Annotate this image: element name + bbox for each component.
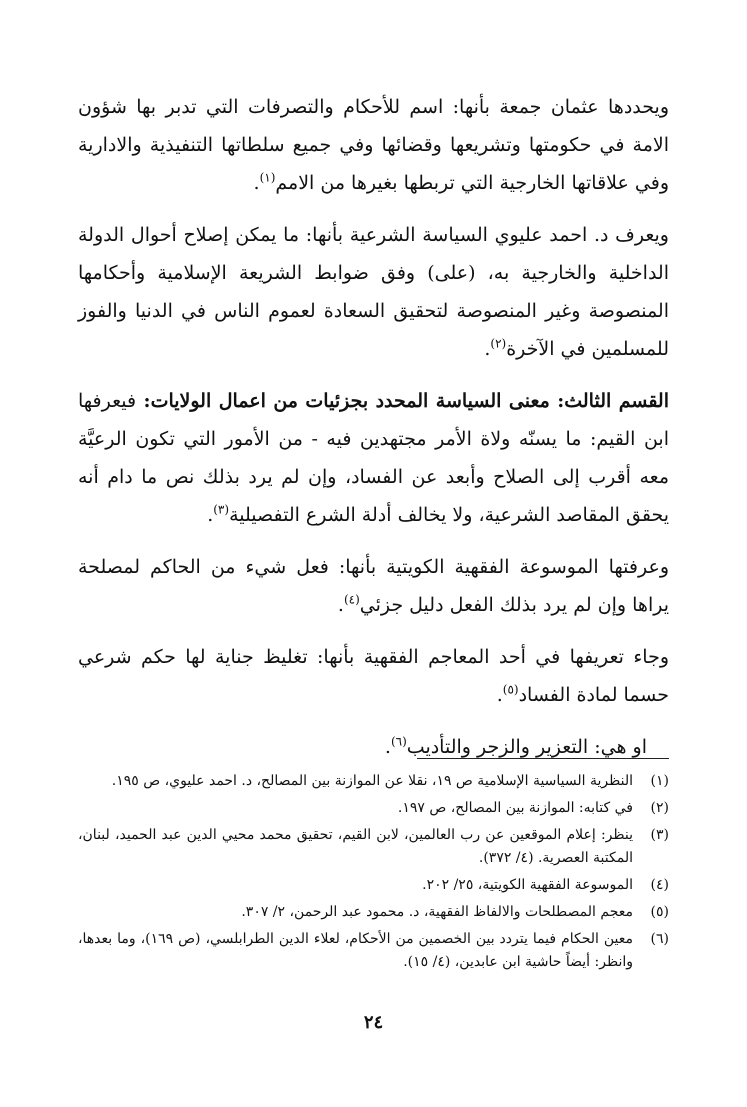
footnote-ref: (١) <box>259 170 276 185</box>
paragraph-end: . <box>496 684 503 706</box>
paragraph <box>78 638 669 714</box>
paragraph <box>78 728 669 766</box>
paragraph-text: او هي: التعزير والزجر والتأديب <box>406 736 647 758</box>
footnote-separator <box>417 758 669 759</box>
footnote-number: (٥) <box>650 904 669 920</box>
main-text <box>78 88 669 780</box>
footnote <box>78 928 669 974</box>
paragraph-text: وجاء تعريفها في أحد المعاجم الفقهية بأنها: تغليظ جناية لها حكم شرعي حسما لمادة الفساد <box>78 646 669 706</box>
footnote-text: ينظر: إعلام الموقعين عن رب العالمين، لابن القيم، تحقيق محمد محيي الدين عبد الحميد، لبنان، المكتبة العصرية. (٤/ ٣٧٢). <box>78 827 633 866</box>
paragraph-text: ويعرف د. احمد عليوي السياسة الشرعية بأنها: ما يمكن إصلاح أحوال الدولة الداخلية والخارجية به، (على) وفق ضوابط الشريعة الإسلامية وأحكامها المنصوصة وغير المنصوصة لتحقيق السعادة لعموم الناس في الدنيا والفوز للمسلمين في الآخرة <box>78 224 669 360</box>
footnote-number: (٢) <box>650 800 669 816</box>
footnote-number: (٤) <box>650 877 669 893</box>
footnote-text: في كتابه: الموازنة بين المصالح، ص ١٩٧. <box>397 800 633 816</box>
paragraph <box>78 88 669 202</box>
footnote-text: الموسوعة الفقهية الكويتية، ٢٥/ ٢٠٢. <box>422 877 633 893</box>
paragraph-end: . <box>253 172 260 194</box>
footnote-ref: (٤) <box>343 592 360 607</box>
footnotes <box>78 770 669 978</box>
paragraph-end: . <box>337 594 344 616</box>
footnote <box>78 901 669 924</box>
footnote <box>78 824 669 870</box>
footnote-text: النظرية السياسية الإسلامية ص ١٩، نقلا عن الموازنة بين المصالح، د. احمد عليوي، ص ١٩٥. <box>111 773 633 789</box>
paragraph <box>78 216 669 368</box>
footnote <box>78 770 669 793</box>
paragraph-end: . <box>484 338 491 360</box>
footnote-ref: (٦) <box>390 734 407 749</box>
footnote-number: (٦) <box>650 931 669 947</box>
section-heading: القسم الثالث: معنى السياسة المحدد بجزئيات من اعمال الولايات: <box>136 390 669 412</box>
page-number: ٢٤ <box>363 1012 384 1033</box>
paragraph-end: . <box>207 504 214 526</box>
paragraph-text: ويحددها عثمان جمعة بأنها: اسم للأحكام والتصرفات التي تدبر بها شؤون الامة في حكومتها وتشريعها وقضائها وفي جميع سلطاتها التنفيذية والادارية وفي علاقاتها الخارجية التي تربطها بغيرها من الامم <box>78 96 669 194</box>
footnote-number: (١) <box>650 773 669 789</box>
paragraph-end: . <box>384 736 391 758</box>
paragraph <box>78 548 669 624</box>
paragraph <box>78 382 669 534</box>
footnote-ref: (٢) <box>490 336 507 351</box>
footnote-text: معين الحكام فيما يتردد بين الخصمين من الأحكام، لعلاء الدين الطرابلسي، (ص ١٦٩)، وما بعدها، وانظر: أيضاً حاشية ابن عابدين، (٤/ ١٥). <box>78 931 634 970</box>
footnote <box>78 874 669 897</box>
paragraph-text: فيعرفها ابن القيم: ما يسنّه ولاة الأمر مجتهدين فيه - من الأمور التي تكون الرعيَّة معه أقرب إلى الصلاح وأبعد عن الفساد، وإن لم يرد بذلك نص ما دام أنه يحقق المقاصد الشرعية، ولا يخالف أدلة الشرع التفصيلية <box>78 390 669 526</box>
footnote-ref: (٣) <box>213 502 230 517</box>
footnote-text: معجم المصطلحات والالفاظ الفقهية، د. محمود عبد الرحمن، ٢/ ٣٠٧. <box>241 904 633 920</box>
paragraph-text: وعرفتها الموسوعة الفقهية الكويتية بأنها: فعل شيء من الحاكم لمصلحة يراها وإن لم يرد بذلك الفعل دليل جزئي <box>78 556 669 616</box>
footnote-number: (٣) <box>650 827 669 843</box>
footnote-ref: (٥) <box>502 682 519 697</box>
footnote <box>78 797 669 820</box>
